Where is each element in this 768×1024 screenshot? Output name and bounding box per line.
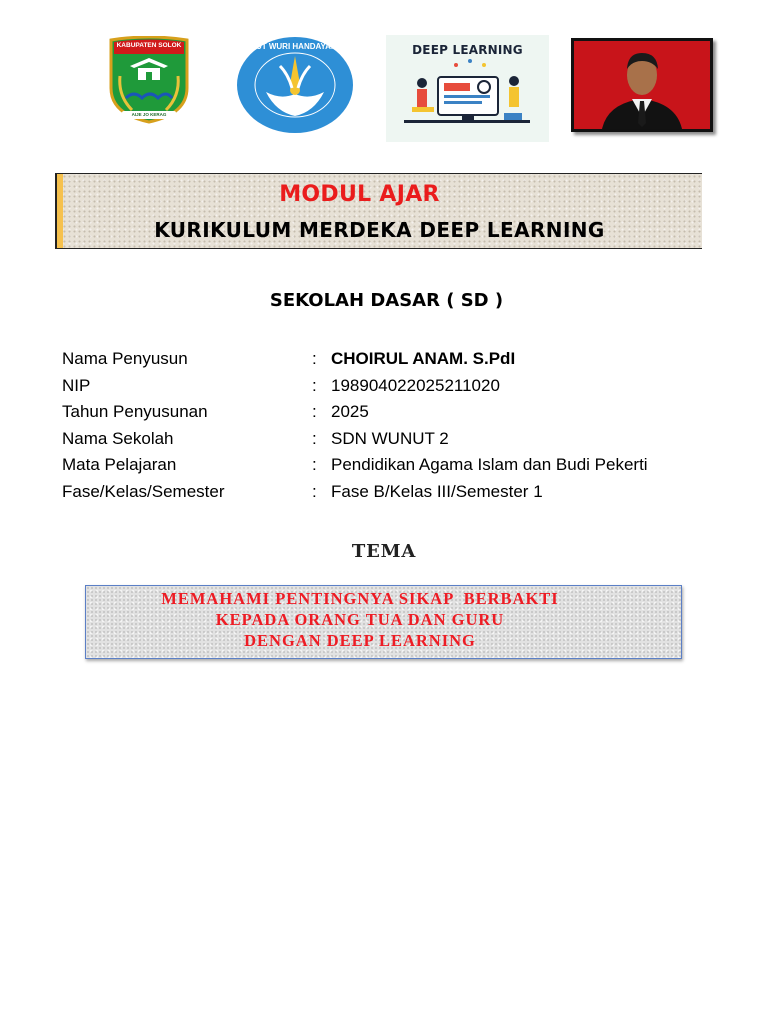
info-value: 2025 xyxy=(331,402,369,422)
info-label: NIP xyxy=(62,375,91,395)
info-value: Fase B/Kelas III/Semester 1 xyxy=(331,481,543,501)
learning-illustration-icon xyxy=(386,35,549,142)
tut-wuri-handayani-logo xyxy=(236,36,354,134)
info-value: CHOIRUL ANAM. S.PdI xyxy=(331,349,516,368)
info-separator: : xyxy=(312,428,317,448)
curriculum-subtitle: KURIKULUM MERDEKA DEEP LEARNING xyxy=(154,218,605,242)
author-photo xyxy=(571,38,713,132)
author-info-table xyxy=(62,346,722,506)
info-row-tahun xyxy=(62,399,722,426)
info-value: SDN WUNUT 2 xyxy=(331,428,449,448)
info-label: Nama Penyusun xyxy=(62,349,188,368)
tema-line: KEPADA ORANG TUA DAN GURU xyxy=(215,610,505,629)
info-row-mapel xyxy=(62,452,722,479)
tut-wuri-logo-text: TUT WURI HANDAYANI xyxy=(251,42,339,51)
school-level-heading: SEKOLAH DASAR ( SD ) xyxy=(269,290,504,311)
deep-learning-image-title: DEEP LEARNING xyxy=(412,43,523,57)
info-separator: : xyxy=(312,402,317,422)
info-row-sekolah xyxy=(62,426,722,453)
info-label: Fase/Kelas/Semester xyxy=(62,481,225,501)
info-value: 198904022025211020 xyxy=(331,375,500,395)
module-title: MODUL AJAR xyxy=(279,182,440,207)
portrait-silhouette-icon xyxy=(574,41,710,129)
tema-line: MEMAHAMI PENTINGNYA SIKAP BERBAKTI xyxy=(161,589,559,608)
info-label: Tahun Penyusunan xyxy=(62,402,208,422)
info-row-nip xyxy=(62,373,722,400)
deep-learning-illustration xyxy=(386,35,549,142)
info-label: Mata Pelajaran xyxy=(62,455,177,475)
info-label: Nama Sekolah xyxy=(62,428,174,448)
info-separator: : xyxy=(312,375,317,395)
info-separator: : xyxy=(312,481,317,501)
info-separator: : xyxy=(312,455,317,475)
info-row-nama-penyusun xyxy=(62,346,722,373)
kabupaten-solok-logo xyxy=(108,36,190,124)
tema-heading: TEMA xyxy=(351,541,417,562)
title-banner xyxy=(55,173,702,249)
info-value: Pendidikan Agama Islam dan Budi Pekerti xyxy=(331,455,648,475)
solok-shield-icon xyxy=(108,36,190,124)
tema-box xyxy=(85,585,682,659)
solok-logo-text: KABUPATEN SOLOK xyxy=(116,42,182,49)
info-row-fase xyxy=(62,479,722,506)
info-separator: : xyxy=(312,349,317,368)
solok-motto-text: AIJE JO KERAG xyxy=(131,112,167,117)
tema-line: DENGAN DEEP LEARNING xyxy=(244,631,476,650)
